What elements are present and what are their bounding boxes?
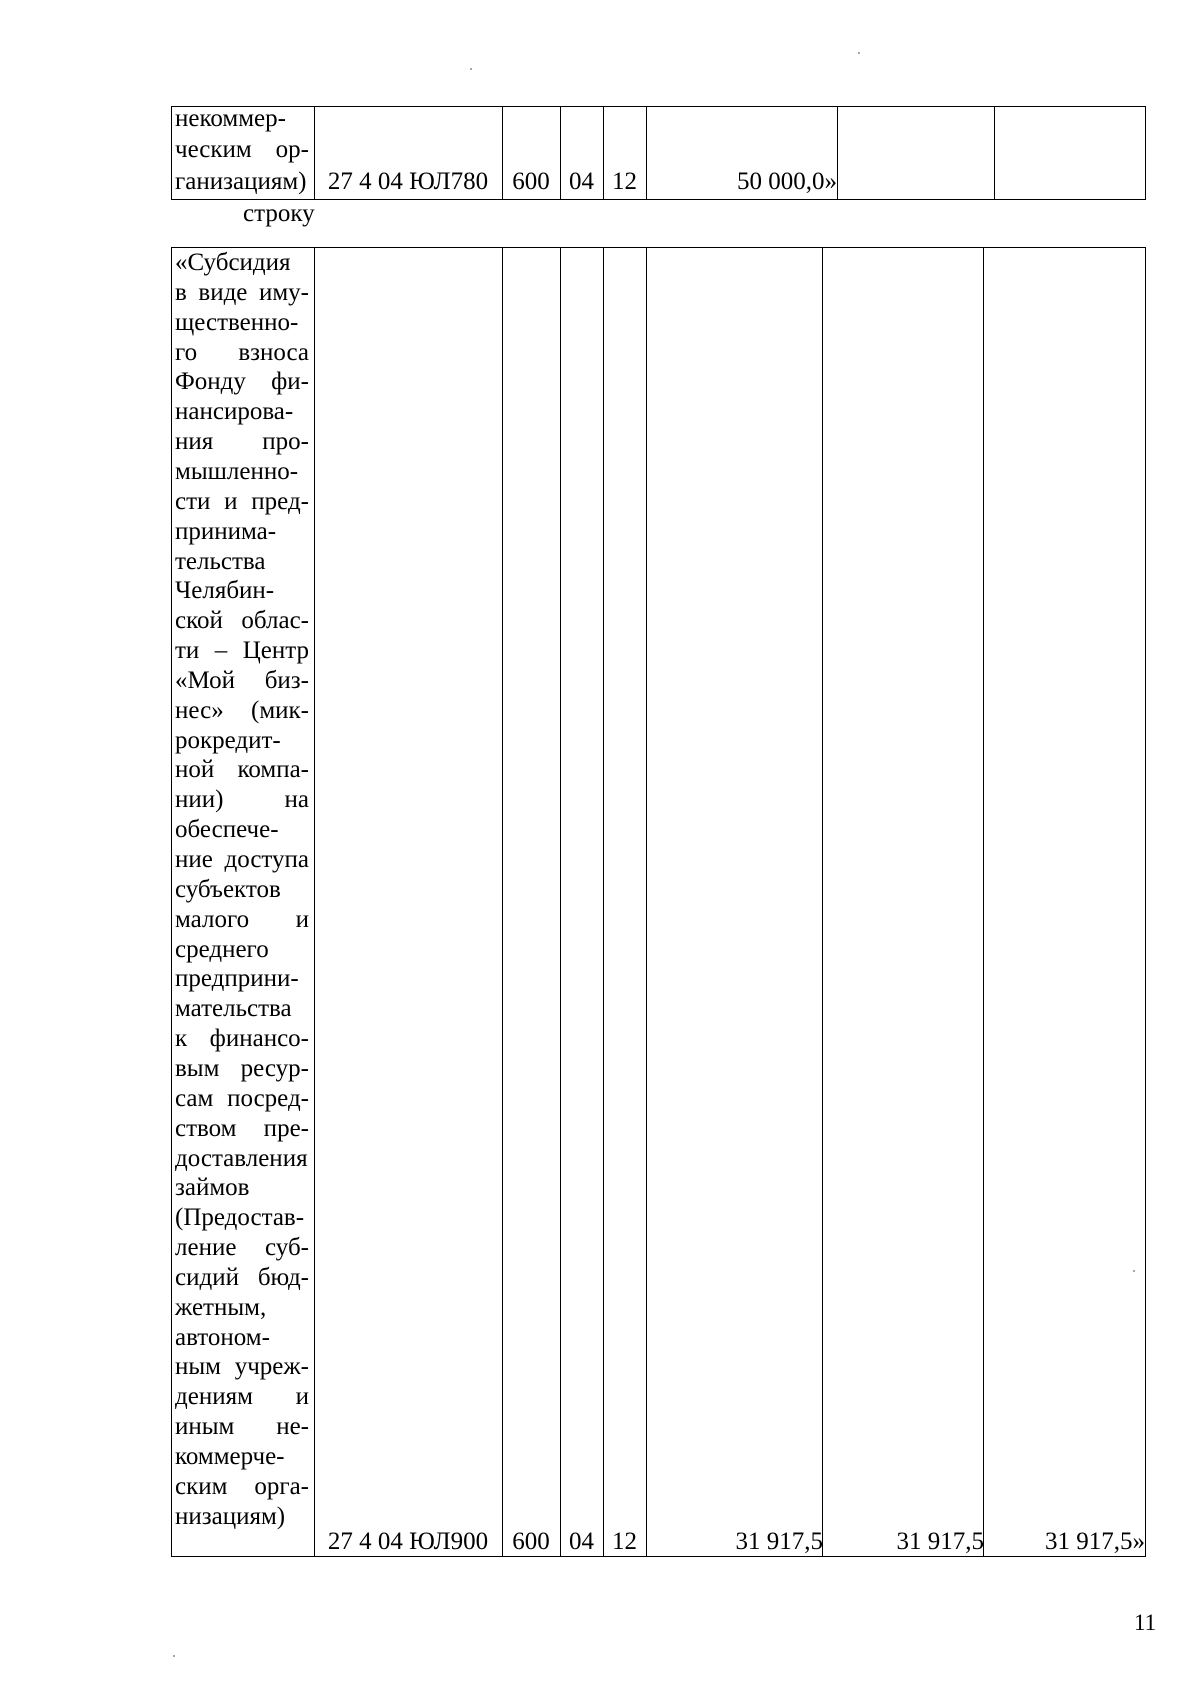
description-line: обеспече-: [175, 816, 279, 843]
description-line: ление суб-: [175, 1234, 309, 1261]
description-line: жетным,: [175, 1294, 267, 1321]
description-line: к финансо-: [175, 1025, 309, 1052]
description-line: сти и пред-: [175, 488, 309, 515]
description-line: «Мой биз-: [175, 667, 309, 694]
target-code-cell: 27 4 04 ЮЛ780: [327, 168, 489, 195]
description-line: «Субсидия: [175, 249, 291, 276]
expense-type-cell: 600: [512, 1528, 550, 1555]
description-line: вым ресур-: [175, 1055, 309, 1082]
subsection-cell: 12: [612, 1528, 637, 1555]
description-line: (Предостав-: [175, 1204, 305, 1231]
description-line: коммерче-: [175, 1443, 285, 1470]
description-line: ния про-: [175, 428, 309, 455]
description-line: Фонду фи-: [175, 368, 309, 395]
description-line: Челябин-: [175, 577, 275, 604]
target-code-cell: 27 4 04 ЮЛ900: [327, 1528, 489, 1555]
description-line: ние доступа: [175, 846, 309, 873]
description-line: тельства: [175, 548, 266, 575]
scan-speck: [858, 52, 860, 54]
description-line: ческим ор-: [175, 136, 309, 163]
description-line: нес» (мик-: [175, 697, 309, 724]
scan-speck: [173, 1655, 175, 1657]
description-line: мышленно-: [175, 458, 299, 485]
expense-type-cell: 600: [512, 168, 550, 195]
description-line: щественно-: [175, 309, 299, 336]
scan-speck: [470, 68, 472, 70]
description-line: нансирова-: [175, 398, 294, 425]
subsection-cell: 12: [612, 168, 637, 195]
description-line: малого и: [175, 906, 309, 933]
description-line: мательства: [175, 995, 292, 1022]
description-line: ганизациям): [175, 168, 307, 195]
description-line: дениям и: [175, 1383, 309, 1410]
description-line: ским орга-: [175, 1473, 309, 1500]
description-line: ской облас-: [175, 607, 309, 634]
description-line: доставления: [175, 1145, 308, 1172]
description-line: автоном-: [175, 1324, 270, 1351]
instruction-caption: строку: [243, 200, 315, 227]
amount-year3-cell: 31 917,5»: [1045, 1528, 1145, 1555]
description-line: некоммер-: [175, 105, 286, 132]
amount-year1-cell: 50 000,0»: [737, 168, 837, 195]
description-line: иным не-: [175, 1413, 309, 1440]
description-line: низациям): [175, 1503, 286, 1530]
description-line: ной компа-: [175, 756, 309, 783]
description-line: предприни-: [175, 965, 299, 992]
description-line: го взноса: [175, 339, 309, 366]
section-cell: 04: [569, 1528, 594, 1555]
description-line: сидий бюд-: [175, 1264, 309, 1291]
description-line: сам посред-: [175, 1085, 309, 1112]
description-line: принима-: [175, 518, 277, 545]
scan-speck: [1133, 1270, 1135, 1272]
description-line: рокредит-: [175, 727, 281, 754]
description-line: ти – Центр: [175, 637, 309, 664]
amount-year2-cell: 31 917,5: [896, 1528, 984, 1555]
description-line: среднего: [175, 936, 269, 963]
description-line: в виде иму-: [175, 279, 309, 306]
description-line: ным учреж-: [175, 1353, 309, 1380]
description-line: нии) на: [175, 786, 309, 813]
amount-year1-cell: 31 917,5: [735, 1528, 823, 1555]
page-number: 11: [1134, 1610, 1157, 1635]
description-line: субъектов: [175, 876, 281, 903]
section-cell: 04: [569, 168, 594, 195]
description-line: ством пре-: [175, 1115, 309, 1142]
description-line: займов: [175, 1174, 250, 1201]
